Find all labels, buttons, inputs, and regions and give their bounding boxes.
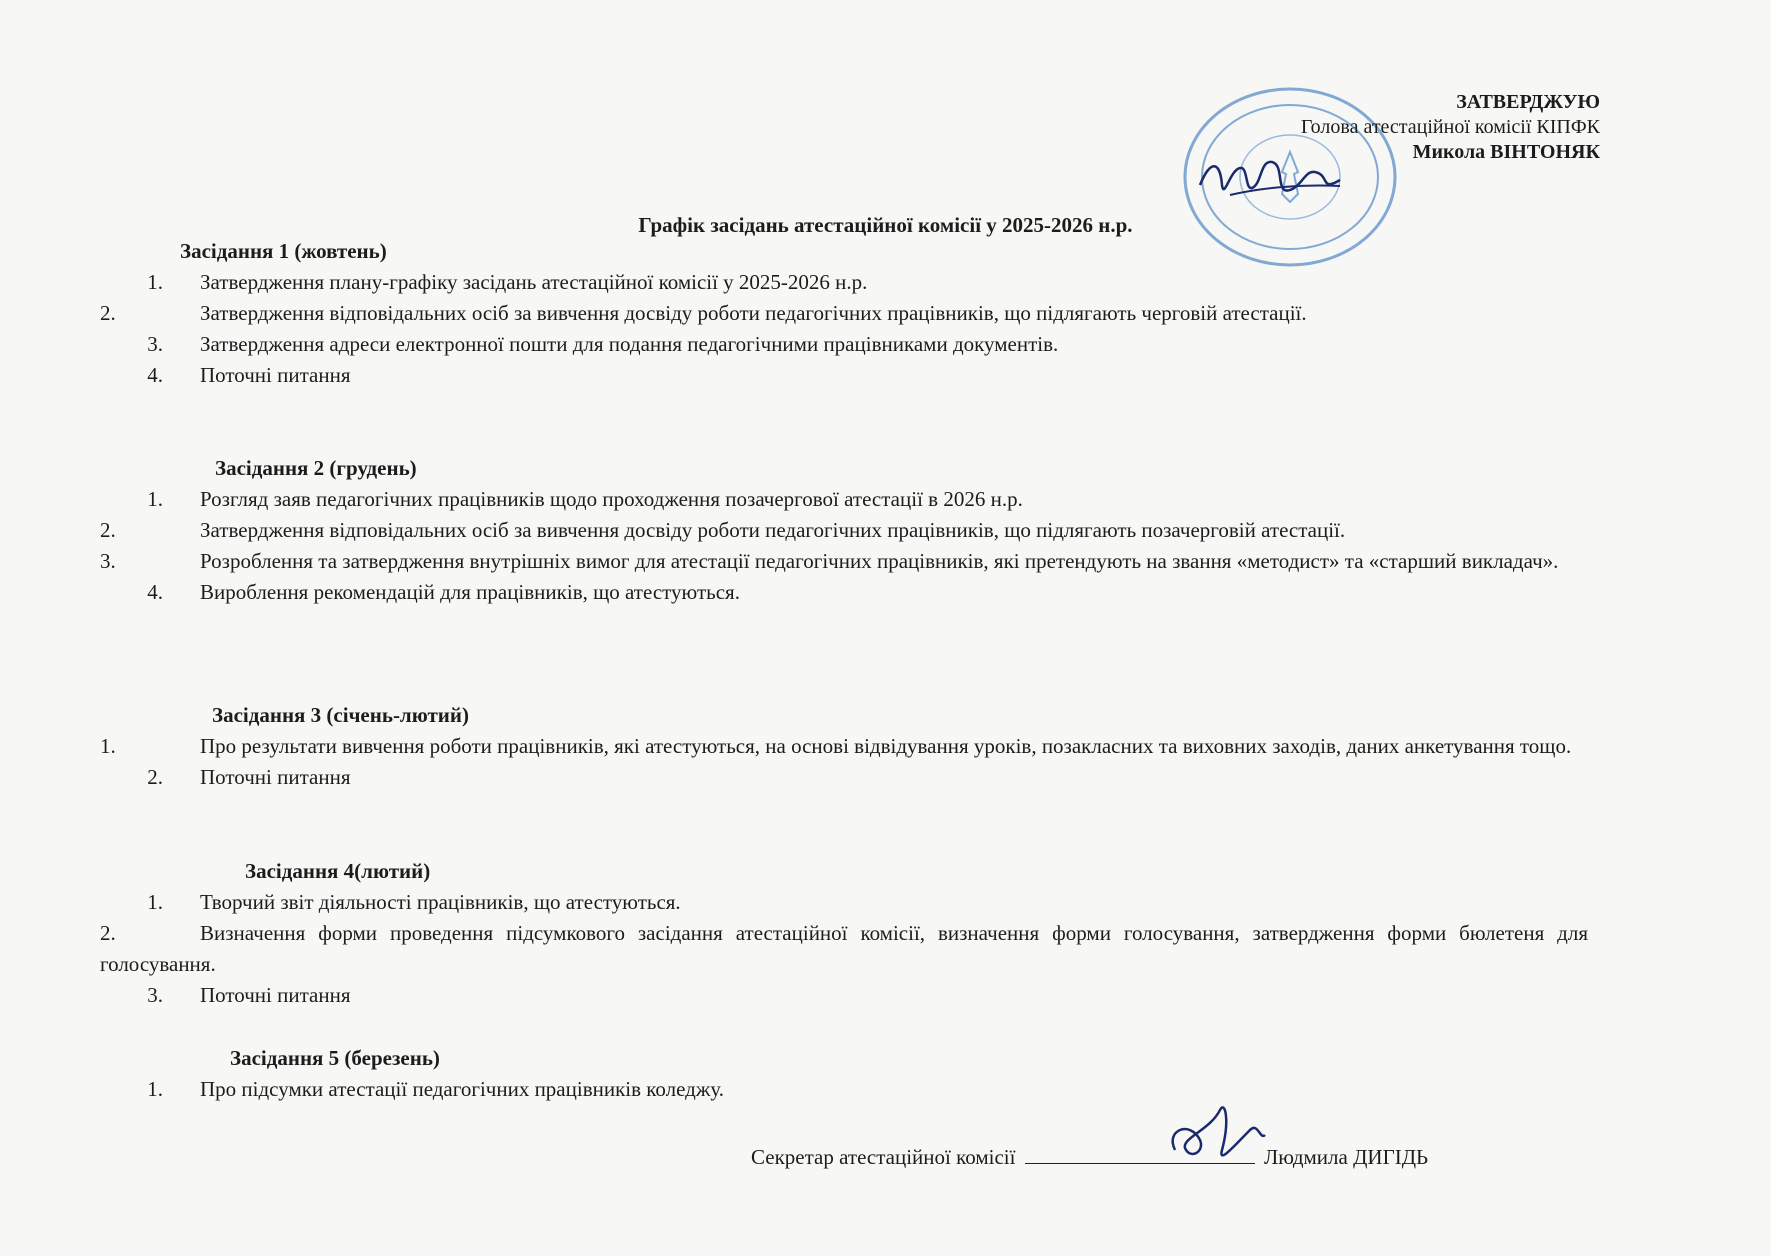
list-item	[100, 918, 1588, 980]
item-text: Поточні питання	[200, 363, 351, 387]
list-item	[100, 762, 1588, 793]
session-heading: Засідання 4(лютий)	[245, 859, 431, 883]
item-number: 3.	[147, 983, 163, 1007]
secretary-name: Людмила ДИГІДЬ	[1263, 1145, 1429, 1169]
approval-block	[1301, 90, 1600, 165]
approval-heading: ЗАТВЕРДЖУЮ	[1456, 91, 1600, 113]
session-2	[100, 453, 1588, 608]
item-number: 1.	[147, 487, 163, 511]
item-number: 2.	[100, 921, 116, 945]
item-number: 1.	[147, 1077, 163, 1101]
list-item	[100, 887, 1588, 918]
item-number: 4.	[147, 363, 163, 387]
document-title: Графік засідань атестаційної комісії у 2025-2026 н.р.	[638, 213, 1133, 237]
session-1	[100, 236, 1588, 391]
item-text: Про результати вивчення роботи працівників, які атестуються, на основі відвідування уроків, позакласних та виховних заходів, даних анкетування тощо.	[200, 734, 1572, 758]
item-text: Затвердження адреси електронної пошти для подання педагогічними працівниками документів.	[200, 332, 1059, 356]
list-item	[100, 577, 1588, 608]
list-item	[100, 298, 1588, 329]
item-text: Затвердження плану-графіку засідань атестаційної комісії у 2025-2026 н.р.	[200, 270, 868, 294]
list-item	[100, 267, 1588, 298]
list-item	[100, 360, 1588, 391]
item-number: 1.	[147, 890, 163, 914]
item-text: Розгляд заяв педагогічних працівників щодо проходження позачергової атестації в 2026 н.р.	[200, 487, 1023, 511]
list-item	[100, 546, 1588, 577]
item-number: 2.	[100, 518, 116, 542]
item-text: Творчий звіт діяльності працівників, що атестуються.	[200, 890, 681, 914]
item-text: Визначення форми проведення підсумкового засідання атестаційної комісії, визначення форми голосування, затвердження форми бюлетеня для голосування.	[100, 921, 1588, 976]
item-text: Поточні питання	[200, 765, 351, 789]
item-number: 2.	[100, 301, 116, 325]
session-3	[100, 700, 1588, 793]
list-item	[100, 515, 1588, 546]
list-item	[100, 1074, 1588, 1105]
item-number: 1.	[147, 270, 163, 294]
item-number: 4.	[147, 580, 163, 604]
signature-line	[1025, 1163, 1255, 1164]
list-item	[100, 731, 1588, 762]
list-item	[100, 329, 1588, 360]
item-text: Затвердження відповідальних осіб за вивчення досвіду роботи педагогічних працівників, що підлягають черговій атестації.	[200, 301, 1307, 325]
item-number: 3.	[100, 549, 116, 573]
approval-name: Микола ВІНТОНЯК	[1412, 141, 1600, 163]
item-text: Розроблення та затвердження внутрішніх вимог для атестації педагогічних працівників, які претендують на звання «методист» та «старший викладач».	[200, 549, 1559, 573]
secretary-position: Секретар атестаційної комісії	[751, 1145, 1016, 1169]
approval-position: Голова атестаційної комісії КІПФК	[1300, 116, 1600, 138]
item-text: Про підсумки атестації педагогічних працівників коледжу.	[200, 1077, 725, 1101]
item-number: 3.	[147, 332, 163, 356]
session-heading: Засідання 1 (жовтень)	[180, 239, 387, 263]
item-text: Затвердження відповідальних осіб за вивчення досвіду роботи педагогічних працівників, що підлягають позачерговій атестації.	[200, 518, 1346, 542]
list-item	[100, 980, 1588, 1011]
item-number: 1.	[100, 734, 116, 758]
item-text: Вироблення рекомендацій для працівників, що атестуються.	[200, 580, 740, 604]
secretary-line	[751, 1145, 1428, 1170]
session-heading: Засідання 5 (березень)	[230, 1046, 440, 1070]
session-5	[100, 1043, 1588, 1105]
item-text: Поточні питання	[200, 983, 351, 1007]
session-4	[100, 856, 1588, 1011]
session-heading: Засідання 2 (грудень)	[215, 456, 417, 480]
list-item	[100, 484, 1588, 515]
session-heading: Засідання 3 (січень-лютий)	[212, 703, 469, 727]
item-number: 2.	[147, 765, 163, 789]
